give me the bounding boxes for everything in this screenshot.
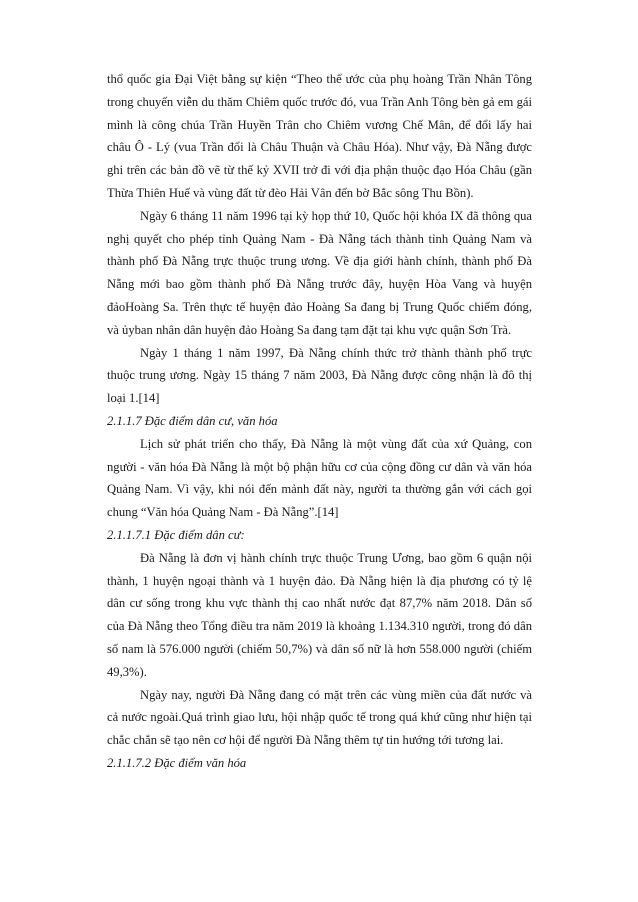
paragraph-history-continued: thổ quốc gia Đại Việt bằng sự kiện “Theo thể ước của phụ hoàng Trần Nhân Tông trong chuyến viễn du thăm Chiêm quốc trước đó, vua Trần Anh Tông bèn gả em gái mình là công chúa Trần Huyền Trân cho Chiêm vương Chế Mân, để đổi lấy hai châu Ô - Lý (vua Trần đổi là Châu Thuận và Châu Hóa). Như vậy, Đà Nẵng được ghi trên các bản đồ vẽ từ thế kỷ XVII trở đi với địa phận thuộc đạo Hóa Châu (gần Thừa Thiên Huế và vùng đất từ đèo Hải Vân đến bờ Bắc sông Thu Bồn). <box>107 72 532 200</box>
paragraph-people-today: Ngày nay, người Đà Nẵng đang có mặt trên các vùng miền của đất nước và cả nước ngoài.Quá trình giao lưu, hội nhập quốc tế trong quá khứ cũng như hiện tại chắc chắn sẽ tạo nên cơ hội để người Đà Nẵng thêm tự tin hướng tới tương lai. <box>107 687 532 748</box>
paragraph-culture-history: Lịch sử phát triển cho thấy, Đà Nẵng là một vùng đất của xứ Quảng, con người - văn hóa Đà Nẵng là một bộ phận hữu cơ của cộng đồng cư dân và văn hóa Quảng Nam. Vì vậy, khi nói đến mảnh đất này, người ta thường gắn với cách gọi chung “Văn hóa Quảng Nam - Đà Nẵng”.[14] <box>107 436 532 520</box>
document-body <box>107 68 532 775</box>
section-heading-population-culture: 2.1.1.7 Đặc điểm dân cư, văn hóa <box>107 413 278 428</box>
paragraph-population-stats: Đà Nẵng là đơn vị hành chính trực thuộc Trung Ương, bao gồm 6 quận nội thành, 1 huyện ngoại thành và 1 huyện đảo. Đà Nẵng hiện là địa phương có tỷ lệ dân cư sống trong khu vực thành thị cao nhất nước đạt 87,7% năm 2018. Dân số của Đà Nẵng theo Tổng điều tra năm 2019 là khoảng 1.134.310 người, trong đó dân số nam là 576.000 người (chiếm 50,7%) và dân số nữ là hơn 558.000 người (chiếm 49,3%). <box>107 550 532 679</box>
paragraph-1996-separation: Ngày 6 tháng 11 năm 1996 tại kỳ họp thứ 10, Quốc hội khóa IX đã thông qua nghị quyết cho phép tỉnh Quảng Nam - Đà Nẵng tách thành tỉnh Quảng Nam và thành phố Đà Nẵng trực thuộc trung ương. Về địa giới hành chính, thành phố Đà Nẵng mới bao gồm thành phố Đà Nẵng trước đây, huyện Hòa Vang và huyện đảoHoàng Sa. Trên thực tế huyện đảo Hoàng Sa đang bị Trung Quốc chiếm đóng, và ủyban nhân dân huyện đảo Hoàng Sa đang tạm đặt tại khu vực quận Sơn Trà. <box>107 208 532 337</box>
subsection-heading-culture: 2.1.1.7.2 Đặc điểm văn hóa <box>107 755 247 770</box>
subsection-heading-population: 2.1.1.7.1 Đặc điểm dân cư: <box>107 527 245 542</box>
paragraph-1997-status: Ngày 1 tháng 1 năm 1997, Đà Nẵng chính thức trở thành thành phố trực thuộc trung ương. Ngày 15 tháng 7 năm 2003, Đà Nẵng được công nhận là đô thị loại 1.[14] <box>107 345 532 406</box>
